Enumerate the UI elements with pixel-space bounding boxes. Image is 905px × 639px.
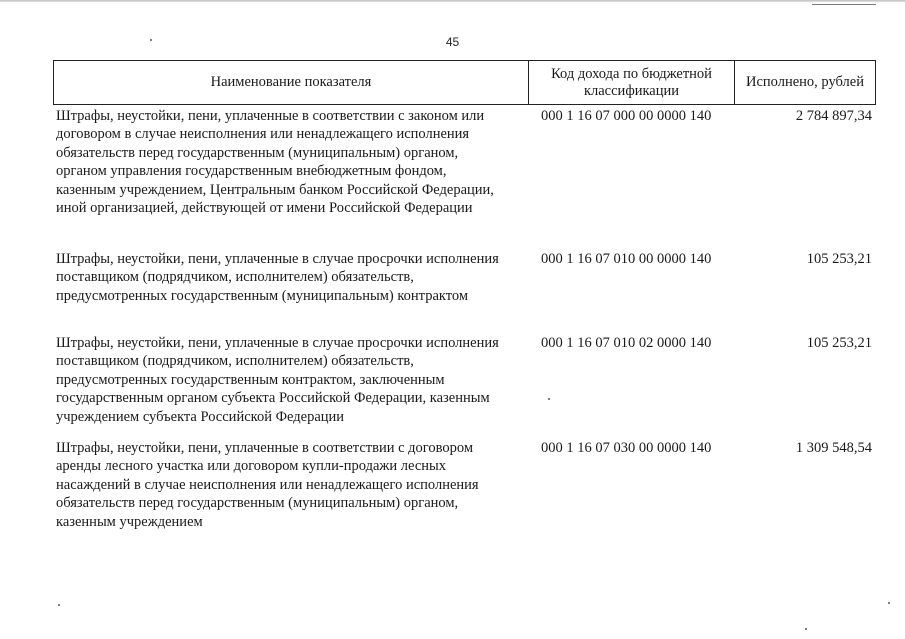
page-top-edge — [0, 0, 905, 2]
row-executed: 105 253,21 — [806, 335, 872, 351]
row-name: Штрафы, неустойки, пени, уплаченные в соответствии с законом или договором в случае неисполнения или ненадлежащего исполнения обязательств перед государственным (муниципальным) органом, органом управления государственным внебюджетным фондом, казенным учреждением, Центральным банком Российской Федерации, иной организацией, действующей от имени Российской Федерации — [56, 108, 494, 217]
scan-speck — [58, 604, 60, 606]
scan-speck — [805, 628, 807, 630]
row-name: Штрафы, неустойки, пени, уплаченные в случае просрочки исполнения поставщиком (подрядчиком, исполнителем) обязательств, предусмотренных государственным контрактом, заключенным государственным органом субъекта Российской Федерации, казенным учреждением субъекта Российской Федерации — [56, 335, 499, 425]
row-name: Штрафы, неустойки, пени, уплаченные в случае просрочки исполнения поставщиком (подрядчиком, исполнителем) обязательств, предусмотренных государственным (муниципальным) контрактом — [56, 251, 499, 304]
scan-speck — [888, 602, 890, 604]
row-executed: 1 309 548,54 — [795, 440, 872, 456]
row-code: 000 1 16 07 030 00 0000 140 — [541, 440, 712, 456]
scan-speck — [150, 39, 152, 41]
row-code: 000 1 16 07 000 00 0000 140 — [541, 108, 712, 124]
scan-speck — [548, 398, 550, 400]
row-name: Штрафы, неустойки, пени, уплаченные в соответствии с договором аренды лесного участка или договором купли-продажи лесных насаждений в случае неисполнения или ненадлежащего исполнения обязательств перед государственным (муниципальным) органом, казенным учреждением — [56, 440, 479, 530]
header-name: Наименование показателя — [54, 61, 529, 104]
page-number: 45 — [445, 35, 460, 49]
header-code: Код дохода по бюджетной классификации — [529, 61, 735, 104]
row-executed: 2 784 897,34 — [795, 108, 872, 124]
row-code: 000 1 16 07 010 00 0000 140 — [541, 251, 712, 267]
corner-scan-mark — [812, 4, 876, 5]
row-code: 000 1 16 07 010 02 0000 140 — [541, 335, 712, 351]
row-executed: 105 253,21 — [806, 251, 872, 267]
header-executed: Исполнено, рублей — [746, 74, 864, 90]
table-header — [53, 60, 876, 105]
